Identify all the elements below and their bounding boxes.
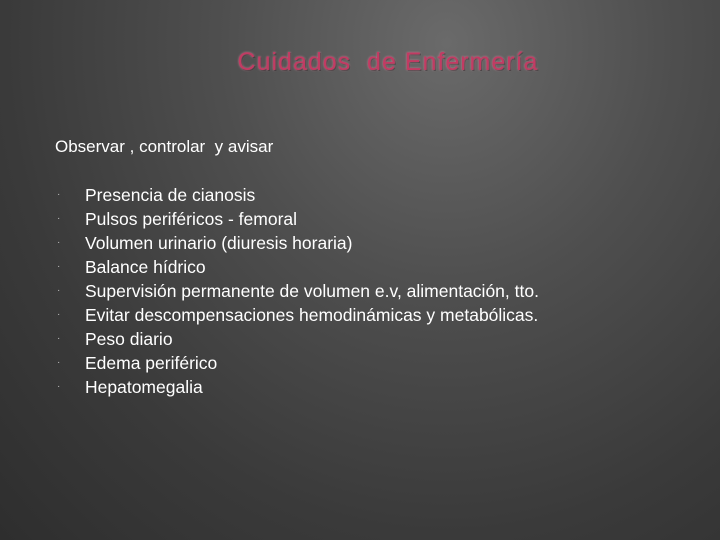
- bullet-dot-icon: ·: [57, 261, 61, 272]
- bullet-item: [55, 183, 539, 207]
- bullet-text: Presencia de cianosis: [85, 184, 256, 205]
- bullet-item: [55, 231, 539, 255]
- bullet-item: [55, 207, 539, 231]
- bullet-text: Edema periférico: [85, 352, 218, 373]
- bullet-item: [55, 279, 539, 303]
- slide-subtitle: Observar , controlar y avisar: [55, 137, 274, 156]
- bullet-dot-icon: ·: [57, 237, 61, 248]
- bullet-text: Hepatomegalia: [85, 376, 203, 397]
- bullet-list: [55, 183, 539, 399]
- bullet-dot-icon: ·: [57, 189, 61, 200]
- bullet-text: Peso diario: [85, 328, 173, 349]
- bullet-text: Volumen urinario (diuresis horaria): [85, 232, 353, 253]
- bullet-dot-icon: ·: [57, 309, 61, 320]
- bullet-dot-icon: ·: [57, 213, 61, 224]
- bullet-text: Supervisión permanente de volumen e.v, alimentación, tto.: [85, 280, 539, 301]
- bullet-text: Pulsos periféricos - femoral: [85, 208, 298, 229]
- bullet-item: [55, 255, 539, 279]
- bullet-text: Evitar descompensaciones hemodinámicas y metabólicas.: [85, 304, 539, 325]
- bullet-text: Balance hídrico: [85, 256, 206, 277]
- bullet-item: [55, 351, 539, 375]
- bullet-dot-icon: ·: [57, 357, 61, 368]
- bullet-dot-icon: ·: [57, 285, 61, 296]
- bullet-item: [55, 327, 539, 351]
- bullet-dot-icon: ·: [57, 333, 61, 344]
- bullet-dot-icon: ·: [57, 381, 61, 392]
- slide-title: Cuidados de Enfermería: [237, 48, 539, 76]
- bullet-item: [55, 303, 539, 327]
- bullet-item: [55, 375, 539, 399]
